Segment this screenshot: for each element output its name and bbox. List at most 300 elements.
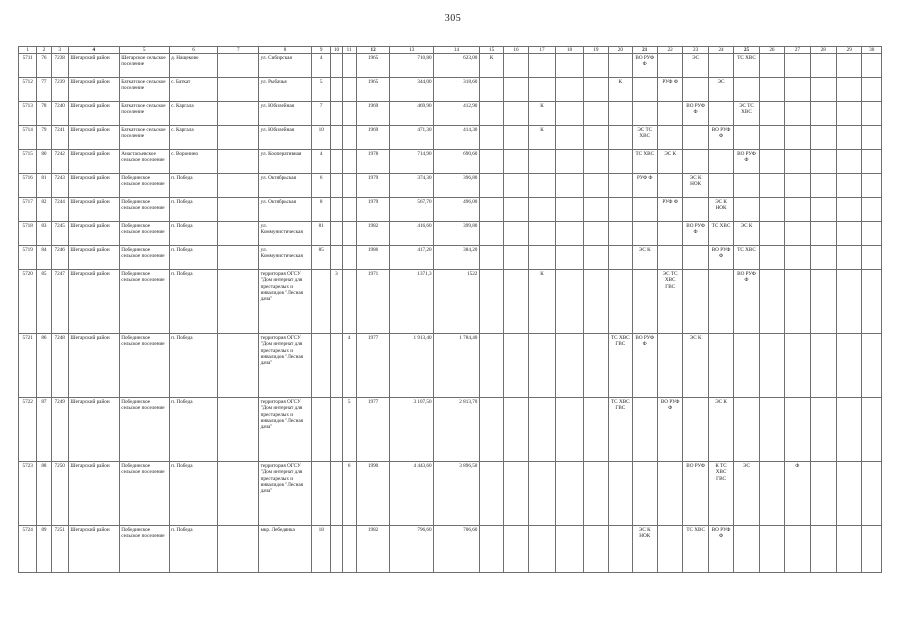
- table-cell-col-8: ул. Сибирская: [259, 54, 312, 78]
- housing-registry-table: [18, 46, 882, 573]
- table-cell-col-24: ВО РУФ Ф: [708, 126, 733, 150]
- column-number-23: 23: [683, 47, 708, 54]
- column-number-8: 8: [259, 47, 312, 54]
- table-cell-col-8: территория ОГСУ "Дом интернат для престарелых и инвалидов "Лесная дача": [259, 398, 312, 462]
- table-cell-col-21: [632, 398, 657, 462]
- table-cell-col-26: [759, 334, 784, 398]
- table-cell-col-23: ЭС: [683, 54, 708, 78]
- table-cell-col-14: 706,60: [434, 526, 480, 573]
- table-cell-col-14: 690,60: [434, 150, 480, 174]
- table-cell-col-27: [785, 334, 810, 398]
- table-cell-col-22: [657, 246, 682, 270]
- table-cell-col-5: Побединское сельское поселение: [119, 174, 169, 198]
- table-cell-col-12: 1971: [356, 270, 390, 334]
- column-number-21: 21: [632, 47, 657, 54]
- table-cell-col-14: 2 813,70: [434, 398, 480, 462]
- table-cell-col-21: [632, 78, 657, 102]
- table-cell-col-13: 796,60: [390, 526, 434, 573]
- table-cell-col-16: [504, 174, 528, 198]
- table-cell-col-10: [331, 222, 342, 246]
- table-cell-col-27: [785, 126, 810, 150]
- table-cell-col-24: ТС ХВС: [708, 222, 733, 246]
- table-cell-col-4: Шегарский район: [68, 126, 119, 150]
- table-cell-col-17: [528, 222, 555, 246]
- table-cell-col-11: 4: [342, 334, 356, 398]
- table-cell-col-12: 1977: [356, 334, 390, 398]
- table-cell-col-4: Шегарский район: [68, 526, 119, 573]
- table-cell-col-28: [810, 198, 836, 222]
- table-cell-col-2: 88: [37, 462, 51, 526]
- table-cell-col-3: 7247: [51, 270, 68, 334]
- table-cell-col-21: [632, 270, 657, 334]
- column-number-12: 12: [356, 47, 390, 54]
- table-cell-col-29: [837, 270, 862, 334]
- table-cell-col-16: [504, 54, 528, 78]
- table-cell-col-15: [479, 78, 503, 102]
- table-cell-col-3: 7246: [51, 246, 68, 270]
- table-cell-col-9: [312, 462, 331, 526]
- table-cell-col-5: Баткатское сельское поселение: [119, 126, 169, 150]
- table-cell-col-18: [556, 398, 583, 462]
- table-cell-col-3: 7251: [51, 526, 68, 573]
- table-cell-col-29: [837, 526, 862, 573]
- table-cell-col-19: [583, 54, 608, 78]
- table-cell-col-22: [657, 174, 682, 198]
- table-row: [19, 526, 882, 573]
- table-cell-col-9: [312, 270, 331, 334]
- table-cell-col-6: с. Баткат: [169, 78, 218, 102]
- table-cell-col-24: [708, 54, 733, 78]
- table-cell-col-13: 344,00: [390, 78, 434, 102]
- table-cell-col-7: [218, 398, 259, 462]
- table-cell-col-14: 1522: [434, 270, 480, 334]
- table-cell-col-3: 7250: [51, 462, 68, 526]
- table-cell-col-18: [556, 102, 583, 126]
- table-cell-col-12: 1969: [356, 126, 390, 150]
- table-cell-col-27: [785, 174, 810, 198]
- table-cell-col-13: 1371,3: [390, 270, 434, 334]
- table-cell-col-22: [657, 102, 682, 126]
- table-cell-col-27: [785, 398, 810, 462]
- table-cell-col-17: [528, 54, 555, 78]
- table-cell-col-21: ЭС ТС ХВС: [632, 126, 657, 150]
- table-cell-col-30: [862, 462, 882, 526]
- table-cell-col-15: К: [479, 54, 503, 78]
- table-cell-col-25: ВО РУФ Ф: [734, 150, 759, 174]
- table-cell-col-7: [218, 526, 259, 573]
- table-cell-col-10: [331, 54, 342, 78]
- table-cell-col-15: [479, 246, 503, 270]
- table-cell-col-30: [862, 270, 882, 334]
- table-cell-col-29: [837, 462, 862, 526]
- table-cell-col-13: 3 107,50: [390, 398, 434, 462]
- table-cell-col-8: территория ОГСУ "Дом интернат для престарелых и инвалидов "Лесная дача": [259, 334, 312, 398]
- table-cell-col-10: 3: [331, 270, 342, 334]
- table-cell-col-23: [683, 150, 708, 174]
- table-cell-col-19: [583, 126, 608, 150]
- table-cell-col-29: [837, 174, 862, 198]
- table-cell-col-26: [759, 222, 784, 246]
- table-cell-col-17: [528, 78, 555, 102]
- column-number-24: 24: [708, 47, 733, 54]
- table-cell-col-30: [862, 126, 882, 150]
- table-cell-col-3: 7248: [51, 334, 68, 398]
- table-row: [19, 174, 882, 198]
- table-cell-col-1: 5719: [19, 246, 37, 270]
- table-cell-col-12: 1978: [356, 150, 390, 174]
- table-cell-col-18: [556, 150, 583, 174]
- table-cell-col-17: К: [528, 270, 555, 334]
- table-cell-col-8: ул. Коммунистическая: [259, 222, 312, 246]
- table-cell-col-29: [837, 150, 862, 174]
- table-cell-col-16: [504, 270, 528, 334]
- table-cell-col-29: [837, 54, 862, 78]
- table-cell-col-2: 81: [37, 174, 51, 198]
- table-cell-col-10: [331, 246, 342, 270]
- table-cell-col-16: [504, 526, 528, 573]
- table-cell-col-28: [810, 270, 836, 334]
- table-cell-col-16: [504, 398, 528, 462]
- table-cell-col-11: [342, 246, 356, 270]
- table-cell-col-6: п. Победа: [169, 398, 218, 462]
- table-cell-col-29: [837, 126, 862, 150]
- table-cell-col-23: ТС ХВС: [683, 526, 708, 573]
- table-cell-col-2: 80: [37, 150, 51, 174]
- table-cell-col-19: [583, 246, 608, 270]
- table-cell-col-6: д. Нащеково: [169, 54, 218, 78]
- column-number-20: 20: [609, 47, 632, 54]
- table-cell-col-10: [331, 334, 342, 398]
- table-cell-col-23: [683, 198, 708, 222]
- table-cell-col-6: п. Победа: [169, 462, 218, 526]
- table-cell-col-1: 5721: [19, 334, 37, 398]
- table-cell-col-19: [583, 270, 608, 334]
- table-cell-col-10: [331, 398, 342, 462]
- table-cell-col-21: ВО РУФ Ф: [632, 334, 657, 398]
- table-cell-col-6: с. Каргала: [169, 102, 218, 126]
- table-cell-col-8: ул. Коммунистическая: [259, 246, 312, 270]
- table-cell-col-17: К: [528, 102, 555, 126]
- column-number-18: 18: [556, 47, 583, 54]
- table-cell-col-22: [657, 222, 682, 246]
- table-cell-col-17: [528, 462, 555, 526]
- table-cell-col-12: 1986: [356, 246, 390, 270]
- table-cell-col-24: ВО РУФ Ф: [708, 526, 733, 573]
- table-cell-col-28: [810, 398, 836, 462]
- table-cell-col-23: [683, 126, 708, 150]
- table-cell-col-1: 5712: [19, 78, 37, 102]
- table-cell-col-5: Баткатское сельское поселение: [119, 78, 169, 102]
- table-cell-col-16: [504, 126, 528, 150]
- table-row: [19, 126, 882, 150]
- table-cell-col-16: [504, 102, 528, 126]
- table-cell-col-25: [734, 198, 759, 222]
- table-cell-col-1: 5713: [19, 102, 37, 126]
- header-row: [19, 47, 882, 54]
- table-cell-col-11: [342, 526, 356, 573]
- table-cell-col-25: ТС ХВС: [734, 54, 759, 78]
- table-cell-col-11: 5: [342, 398, 356, 462]
- table-cell-col-18: [556, 126, 583, 150]
- table-cell-col-20: [609, 526, 632, 573]
- table-cell-col-28: [810, 222, 836, 246]
- table-cell-col-25: [734, 398, 759, 462]
- table-cell-col-27: [785, 526, 810, 573]
- table-cell-col-24: ЭС: [708, 78, 733, 102]
- table-cell-col-14: 396,80: [434, 174, 480, 198]
- table-cell-col-4: Шегарский район: [68, 78, 119, 102]
- table-cell-col-10: [331, 462, 342, 526]
- table-cell-col-26: [759, 174, 784, 198]
- table-cell-col-29: [837, 222, 862, 246]
- table-cell-col-22: [657, 334, 682, 398]
- table-cell-col-18: [556, 174, 583, 198]
- table-cell-col-3: 7238: [51, 54, 68, 78]
- table-cell-col-19: [583, 462, 608, 526]
- table-cell-col-15: [479, 198, 503, 222]
- table-cell-col-7: [218, 198, 259, 222]
- table-cell-col-24: [708, 150, 733, 174]
- table-cell-col-13: 1 913,40: [390, 334, 434, 398]
- table-cell-col-11: [342, 270, 356, 334]
- table-cell-col-2: 85: [37, 270, 51, 334]
- table-cell-col-10: [331, 526, 342, 573]
- table-cell-col-29: [837, 198, 862, 222]
- table-cell-col-12: 1982: [356, 526, 390, 573]
- table-cell-col-29: [837, 398, 862, 462]
- table-cell-col-12: 1979: [356, 198, 390, 222]
- table-cell-col-5: Побединское сельское поселение: [119, 270, 169, 334]
- column-number-26: 26: [759, 47, 784, 54]
- page-number: 305: [444, 13, 462, 24]
- table-cell-col-28: [810, 462, 836, 526]
- table-cell-col-19: [583, 174, 608, 198]
- table-cell-col-18: [556, 334, 583, 398]
- table-cell-col-24: [708, 270, 733, 334]
- table-cell-col-6: п. Победа: [169, 174, 218, 198]
- table-cell-col-30: [862, 102, 882, 126]
- table-cell-col-15: [479, 150, 503, 174]
- table-cell-col-25: ЭС: [734, 462, 759, 526]
- table-cell-col-9: 8: [312, 198, 331, 222]
- table-cell-col-28: [810, 150, 836, 174]
- column-number-15: 15: [479, 47, 503, 54]
- table-cell-col-30: [862, 150, 882, 174]
- table-cell-col-20: [609, 102, 632, 126]
- table-cell-col-30: [862, 78, 882, 102]
- table-cell-col-30: [862, 174, 882, 198]
- table-cell-col-21: [632, 222, 657, 246]
- table-cell-col-24: ВО РУФ Ф: [708, 246, 733, 270]
- column-number-4: 4: [68, 47, 119, 54]
- table-cell-col-15: [479, 398, 503, 462]
- table-cell-col-4: Шегарский район: [68, 150, 119, 174]
- table-cell-col-27: [785, 102, 810, 126]
- table-cell-col-17: [528, 198, 555, 222]
- table-cell-col-14: 412,90: [434, 102, 480, 126]
- table-cell-col-2: 82: [37, 198, 51, 222]
- table-cell-col-22: РУФ Ф: [657, 78, 682, 102]
- table-cell-col-20: [609, 222, 632, 246]
- table-row: [19, 102, 882, 126]
- table-cell-col-4: Шегарский район: [68, 270, 119, 334]
- table-cell-col-9: 18: [312, 526, 331, 573]
- table-cell-col-25: [734, 126, 759, 150]
- table-row: [19, 334, 882, 398]
- table-cell-col-5: Побединское сельское поселение: [119, 526, 169, 573]
- table-cell-col-3: 7242: [51, 150, 68, 174]
- table-cell-col-2: 79: [37, 126, 51, 150]
- table-cell-col-19: [583, 334, 608, 398]
- table-cell-col-29: [837, 334, 862, 398]
- table-cell-col-9: 7: [312, 102, 331, 126]
- table-cell-col-16: [504, 462, 528, 526]
- table-cell-col-24: [708, 334, 733, 398]
- table-cell-col-22: [657, 462, 682, 526]
- table-row: [19, 398, 882, 462]
- table-cell-col-5: Побединское сельское поселение: [119, 462, 169, 526]
- table-cell-col-15: [479, 270, 503, 334]
- table-cell-col-23: ЭС К: [683, 334, 708, 398]
- table-cell-col-9: 85: [312, 246, 331, 270]
- table-cell-col-8: территория ОГСУ "Дом интернат для престарелых и инвалидов "Лесная дача": [259, 462, 312, 526]
- column-number-13: 13: [390, 47, 434, 54]
- table-cell-col-3: 7241: [51, 126, 68, 150]
- table-cell-col-2: 78: [37, 102, 51, 126]
- column-number-5: 5: [119, 47, 169, 54]
- table-cell-col-8: ул. Юбилейная: [259, 126, 312, 150]
- table-cell-col-9: [312, 334, 331, 398]
- table-cell-col-11: [342, 150, 356, 174]
- column-number-17: 17: [528, 47, 555, 54]
- table-cell-col-10: [331, 150, 342, 174]
- table-cell-col-10: [331, 102, 342, 126]
- column-number-19: 19: [583, 47, 608, 54]
- table-cell-col-9: 4: [312, 54, 331, 78]
- table-cell-col-11: [342, 126, 356, 150]
- table-cell-col-18: [556, 270, 583, 334]
- table-cell-col-17: [528, 246, 555, 270]
- table-cell-col-20: [609, 270, 632, 334]
- table-cell-col-17: [528, 174, 555, 198]
- table-cell-col-18: [556, 54, 583, 78]
- table-cell-col-16: [504, 150, 528, 174]
- table-cell-col-27: [785, 198, 810, 222]
- table-cell-col-18: [556, 462, 583, 526]
- column-number-10: 10: [331, 47, 342, 54]
- table-cell-col-14: 318,60: [434, 78, 480, 102]
- table-cell-col-30: [862, 246, 882, 270]
- table-cell-col-29: [837, 246, 862, 270]
- table-cell-col-8: мкр. Лебедянка: [259, 526, 312, 573]
- table-cell-col-26: [759, 78, 784, 102]
- table-cell-col-16: [504, 198, 528, 222]
- table-cell-col-8: ул. Октябрьская: [259, 174, 312, 198]
- table-cell-col-24: К ТС ХВС ГВС: [708, 462, 733, 526]
- table-cell-col-21: ТС ХВС: [632, 150, 657, 174]
- table-cell-col-26: [759, 150, 784, 174]
- table-cell-col-15: [479, 126, 503, 150]
- table-cell-col-25: [734, 526, 759, 573]
- table-cell-col-28: [810, 246, 836, 270]
- table-cell-col-26: [759, 54, 784, 78]
- table-cell-col-22: [657, 526, 682, 573]
- table-cell-col-18: [556, 222, 583, 246]
- table-cell-col-26: [759, 126, 784, 150]
- table-cell-col-15: [479, 174, 503, 198]
- table-cell-col-16: [504, 78, 528, 102]
- table-cell-col-25: ЭС К: [734, 222, 759, 246]
- table-cell-col-30: [862, 54, 882, 78]
- table-cell-col-6: п. Победа: [169, 334, 218, 398]
- table-cell-col-28: [810, 334, 836, 398]
- table-cell-col-7: [218, 222, 259, 246]
- table-cell-col-30: [862, 198, 882, 222]
- table-cell-col-24: ЭС К: [708, 398, 733, 462]
- table-cell-col-14: 496,00: [434, 198, 480, 222]
- column-number-2: 2: [37, 47, 51, 54]
- table-cell-col-30: [862, 334, 882, 398]
- table-cell-col-20: [609, 246, 632, 270]
- table-cell-col-27: [785, 78, 810, 102]
- table-cell-col-11: [342, 222, 356, 246]
- table-cell-col-7: [218, 150, 259, 174]
- table-cell-col-4: Шегарский район: [68, 398, 119, 462]
- table-cell-col-7: [218, 126, 259, 150]
- table-cell-col-2: 89: [37, 526, 51, 573]
- table-cell-col-24: [708, 102, 733, 126]
- column-number-29: 29: [837, 47, 862, 54]
- table-cell-col-18: [556, 246, 583, 270]
- table-cell-col-25: [734, 334, 759, 398]
- table-cell-col-22: [657, 126, 682, 150]
- table-cell-col-7: [218, 102, 259, 126]
- table-cell-col-26: [759, 198, 784, 222]
- table-cell-col-5: Побединское сельское поселение: [119, 398, 169, 462]
- table-cell-col-26: [759, 462, 784, 526]
- table-cell-col-23: ВО РУФ Ф: [683, 222, 708, 246]
- table-cell-col-25: ЭС ТС ХВС: [734, 102, 759, 126]
- table-cell-col-22: [657, 54, 682, 78]
- table-cell-col-1: 5724: [19, 526, 37, 573]
- table-cell-col-27: [785, 54, 810, 78]
- table-cell-col-7: [218, 246, 259, 270]
- table-cell-col-21: ЭС К НОК: [632, 526, 657, 573]
- table-cell-col-23: [683, 270, 708, 334]
- column-number-28: 28: [810, 47, 836, 54]
- table-cell-col-21: ВО РУФ Ф: [632, 54, 657, 78]
- column-number-25: 25: [734, 47, 759, 54]
- table-cell-col-1: 5716: [19, 174, 37, 198]
- table-cell-col-21: [632, 198, 657, 222]
- table-cell-col-13: 374,30: [390, 174, 434, 198]
- table-cell-col-15: [479, 222, 503, 246]
- table-cell-col-20: [609, 150, 632, 174]
- table-cell-col-15: [479, 526, 503, 573]
- table-cell-col-15: [479, 462, 503, 526]
- table-cell-col-25: ТС ХВС: [734, 246, 759, 270]
- table-cell-col-30: [862, 222, 882, 246]
- table-cell-col-12: 1982: [356, 222, 390, 246]
- table-cell-col-20: ТС ХВС ГВС: [609, 334, 632, 398]
- table-cell-col-4: Шегарский район: [68, 54, 119, 78]
- table-cell-col-22: ВО РУФ Ф: [657, 398, 682, 462]
- table-cell-col-25: [734, 174, 759, 198]
- table-cell-col-11: [342, 198, 356, 222]
- column-number-7: 7: [218, 47, 259, 54]
- table-cell-col-6: с. Воронино: [169, 150, 218, 174]
- column-number-22: 22: [657, 47, 682, 54]
